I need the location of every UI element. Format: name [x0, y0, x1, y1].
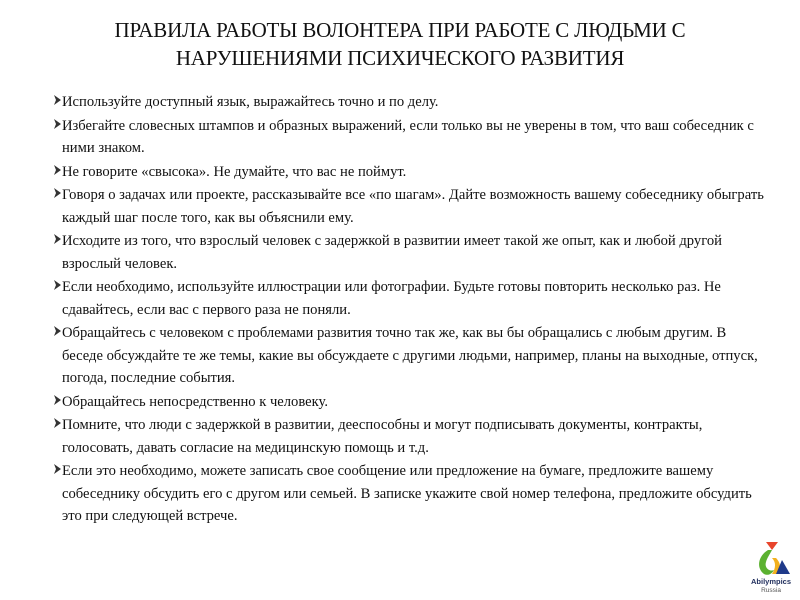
list-item — [54, 230, 769, 275]
rule-text: Если это необходимо, можете записать свое сообщение или предложение на бумаге, предложите вашему собеседнику обсудить его с другом или семьей. В записке укажите свой номер телефона, предложите обсудить это при следующей встрече. — [62, 463, 752, 524]
rule-text: Обращайтесь с человеком с проблемами развития точно так же, как вы бы обращались с любым другим. В беседе обсуждайте те же темы, какие вы обсуждаете с другими людьми, например, планы на выходные, отпуск, погода, последние события. — [62, 325, 758, 386]
rule-text: Обращайтесь непосредственно к человеку. — [62, 393, 328, 410]
arrow-bullet-icon — [53, 463, 62, 475]
list-item — [54, 460, 769, 528]
arrow-bullet-icon — [53, 417, 62, 429]
logo-subtitle: Russia — [761, 587, 781, 594]
rule-text: Не говорите «свысока». Не думайте, что вас не поймут. — [62, 163, 407, 180]
rule-text: Помните, что люди с задержкой в развитии, дееспособны и могут подписывать документы, контракты, голосовать, давать согласие на медицинскую помощь и т.д. — [62, 417, 703, 456]
rule-text: Избегайте словесных штампов и образных выражений, если только вы не уверены в том, что ваш собеседник с ними знаком. — [62, 117, 754, 156]
slide-title — [40, 16, 760, 72]
arrow-bullet-icon — [53, 325, 62, 337]
arrow-bullet-icon — [53, 118, 62, 130]
arrow-bullet-icon — [53, 233, 62, 245]
list-item — [54, 391, 769, 414]
list-item — [54, 115, 769, 160]
arrow-bullet-icon — [53, 187, 62, 199]
list-item — [54, 414, 769, 459]
list-item — [54, 161, 769, 184]
arrow-bullet-icon — [53, 164, 62, 176]
arrow-bullet-icon — [53, 94, 62, 106]
rules-list — [54, 91, 769, 529]
logo-name: Abilympics — [750, 577, 791, 586]
rule-text: Говоря о задачах или проекте, рассказывайте все «по шагам». Дайте возможность вашему собеседнику обыграть каждый шаг после того, как вы объяснили ему. — [62, 187, 764, 226]
title-line-1: ПРАВИЛА РАБОТЫ ВОЛОНТЕРА ПРИ РАБОТЕ С ЛЮДЬМИ С — [114, 18, 686, 42]
rule-text: Исходите из того, что взрослый человек с задержкой в развитии имеет такой же опыт, как и любой другой взрослый человек. — [62, 233, 722, 272]
arrow-bullet-icon — [53, 279, 62, 291]
list-item — [54, 91, 769, 114]
title-line-2: НАРУШЕНИЯМИ ПСИХИЧЕСКОГО РАЗВИТИЯ — [175, 46, 625, 70]
arrow-bullet-icon — [53, 394, 62, 406]
list-item — [54, 184, 769, 229]
rule-text: Если необходимо, используйте иллюстрации или фотографии. Будьте готовы повторить несколько раз. Не сдавайтесь, если вас с первого раза не поняли. — [62, 279, 721, 318]
list-item — [54, 322, 769, 390]
rule-text: Используйте доступный язык, выражайтесь точно и по делу. — [62, 94, 439, 110]
list-item — [54, 276, 769, 321]
